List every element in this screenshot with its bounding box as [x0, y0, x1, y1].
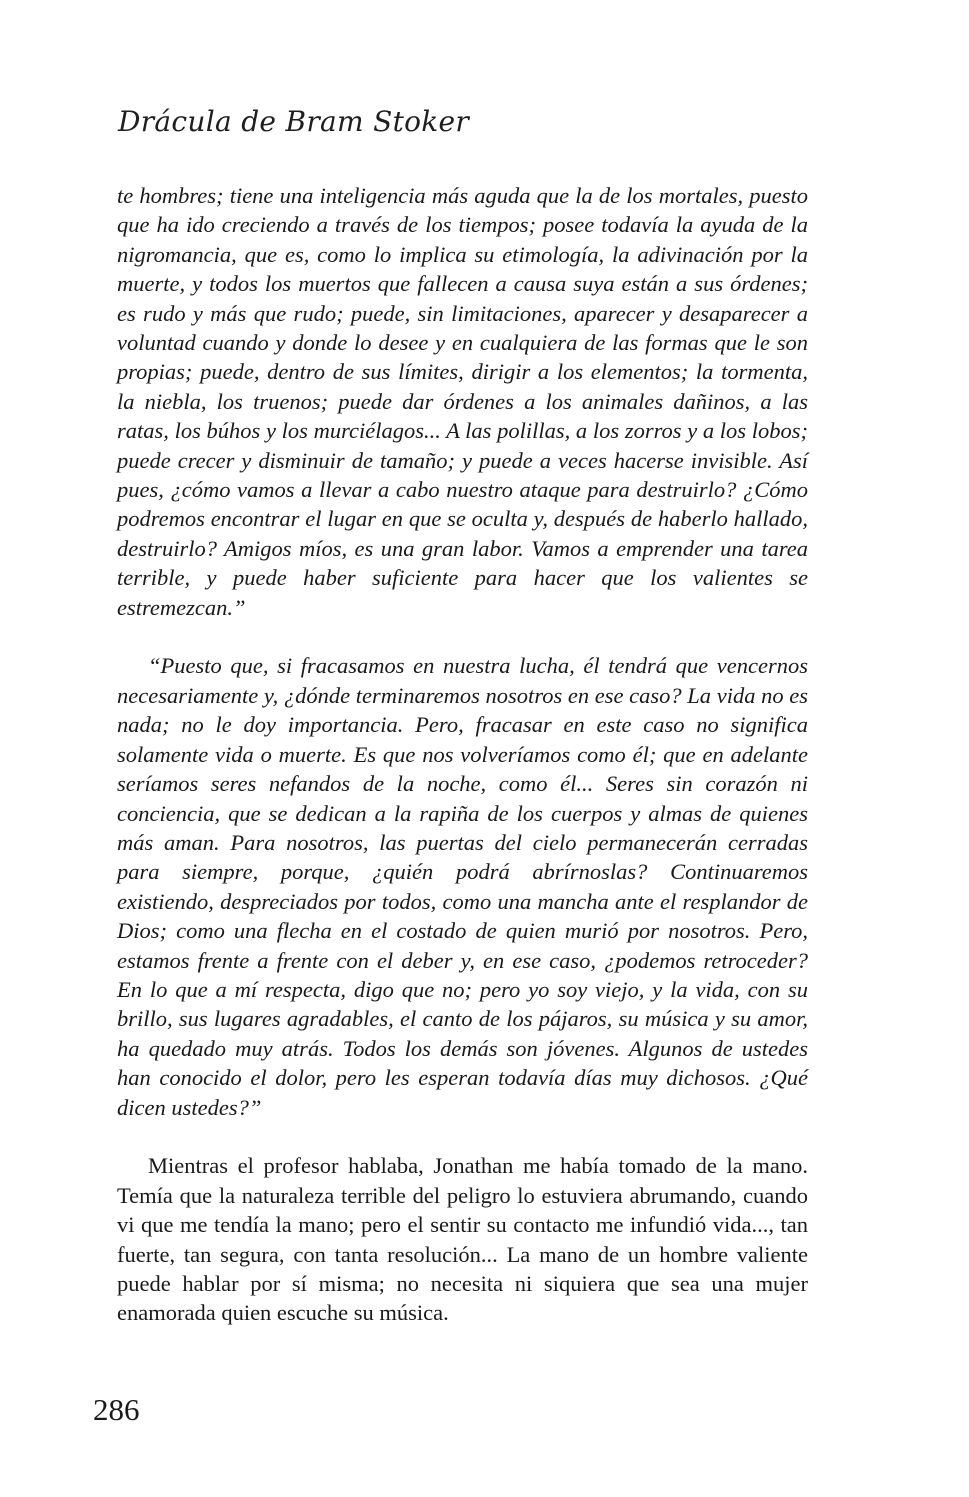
paragraph-continuation-quote: te hombres; tiene una inteligencia más aguda que la de los mortales, puesto que ha ido creciendo a través de los tiempos; posee todavía la ayuda de la nigromancia, que es, como lo implica su etimología, la adivinación por la muerte, y todos los muertos que fallecen a causa suya están a sus órdenes; es rudo y más que rudo; puede, sin limitaciones, aparecer y desaparecer a voluntad cuando y donde lo desee y en cualquiera de las formas que le son propias; puede, dentro de sus límites, dirigir a los elementos; la tormenta, la niebla, los truenos; puede dar órdenes a los animales dañinos, a las ratas, los búhos y los murciélagos... A las polillas, a los zorros y a los lobos; puede crecer y disminuir de tamaño; y puede a veces hacerse invisible. Así pues, ¿cómo vamos a llevar a cabo nuestro ataque para destruirlo? ¿Cómo podremos encontrar el lugar en que se oculta y, después de haberlo hallado, destruirlo? Amigos míos, es una gran labor. Vamos a emprender una tarea terrible, y puede haber suficiente para hacer que los valientes se estremezcan.”	[117, 183, 808, 620]
running-title: Drácula de Bram Stoker	[118, 105, 470, 138]
paragraph-quote: “Puesto que, si fracasamos en nuestra lucha, él tendrá que vencernos necesariamente y, ¿dónde terminaremos nosotros en ese caso? La vida no es nada; no le doy importancia. Pero, fracasar en este caso no significa solamente vida o muerte. Es que nos volveríamos como él; que en adelante seríamos seres nefandos de la noche, como él... Seres sin corazón ni conciencia, que se dedican a la rapiña de los cuerpos y almas de quienes más aman. Para nosotros, las puertas del cielo permanecerán cerradas para siempre, porque, ¿quién podrá abrírnoslas? Continuaremos existiendo, despreciados por todos, como una mancha ante el resplandor de Dios; como una flecha en el costado de quien murió por nosotros. Pero, estamos frente a frente con el deber y, en ese caso, ¿podemos retroceder? En lo que a mí respecta, digo que no; pero yo soy viejo, y la vida, con su brillo, sus lugares agradables, el canto de los pájaros, su música y su amor, ha quedado muy atrás. Todos los demás son jóvenes. Algunos de ustedes han conocido el dolor, pero les esperan todavía días muy dichosos. ¿Qué dicen ustedes?”	[117, 653, 808, 1120]
page-number: 286	[93, 1392, 140, 1427]
body-text	[117, 181, 808, 1328]
paragraph-narration: Mientras el profesor hablaba, Jonathan me había tomado de la mano. Temía que la naturaleza terrible del peligro lo estuviera abrumando, cuando vi que me tendía la mano; pero el sentir su contacto me infundió vida..., tan fuerte, tan segura, con tanta resolución... La mano de un hombre valiente puede hablar por sí misma; no necesita ni siquiera que sea una mujer enamorada quien escuche su música.	[117, 1153, 808, 1326]
